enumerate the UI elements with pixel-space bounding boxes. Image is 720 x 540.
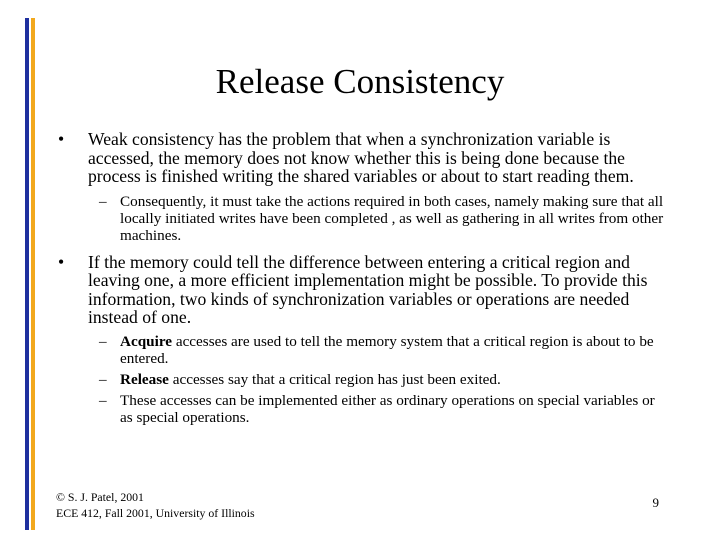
- slide-title: Release Consistency: [215, 62, 505, 101]
- acquire-keyword: Acquire: [120, 332, 173, 350]
- sub-bullet-4-text: These accesses can be implemented either as ordinary operations on special variables or as special operations.: [120, 391, 655, 426]
- sub-bullet-marker: –: [99, 332, 107, 350]
- sub-bullet-2: [99, 334, 668, 368]
- bullet-marker: •: [58, 129, 65, 149]
- slide-body: [58, 130, 668, 426]
- footer-copyright: © S. J. Patel, 2001: [56, 490, 144, 504]
- sub-bullet-1: [99, 194, 668, 245]
- footer-course: ECE 412, Fall 2001, University of Illinois: [56, 506, 255, 520]
- bullet-1: [58, 130, 668, 186]
- sub-bullet-1-text: Consequently, it must take the actions required in both cases, namely making sure that all locally initiated writes have been completed , as well as gathering in all writes from other machines.: [120, 192, 664, 244]
- page-number: 9: [652, 495, 659, 510]
- bullet-1-text: Weak consistency has the problem that when a synchronization variable is accessed, the memory does not know whether this is being done because the process is finished writing the shared variables or about to start reading them.: [88, 129, 634, 187]
- footer-credits: [56, 489, 255, 521]
- sub-bullet-marker: –: [99, 391, 107, 409]
- sub-bullet-3-text: accesses say that a critical region has just been exited.: [168, 370, 501, 388]
- bullet-2: [58, 253, 668, 327]
- sub-bullet-marker: –: [99, 370, 107, 388]
- bullet-2-text: If the memory could tell the difference between entering a critical region and leaving one, a more efficient implementation might be possible. To provide this information, two kinds of synchronization variables or operations are needed instead of one.: [88, 251, 648, 328]
- sub-bullet-3: [99, 372, 668, 389]
- bullet-marker: •: [58, 251, 65, 272]
- sub-bullet-marker: –: [99, 192, 107, 210]
- sub-bullet-4: [99, 393, 668, 427]
- sub-bullet-2-text: accesses are used to tell the memory system that a critical region is about to be entered.: [120, 332, 654, 367]
- release-keyword: Release: [120, 370, 169, 388]
